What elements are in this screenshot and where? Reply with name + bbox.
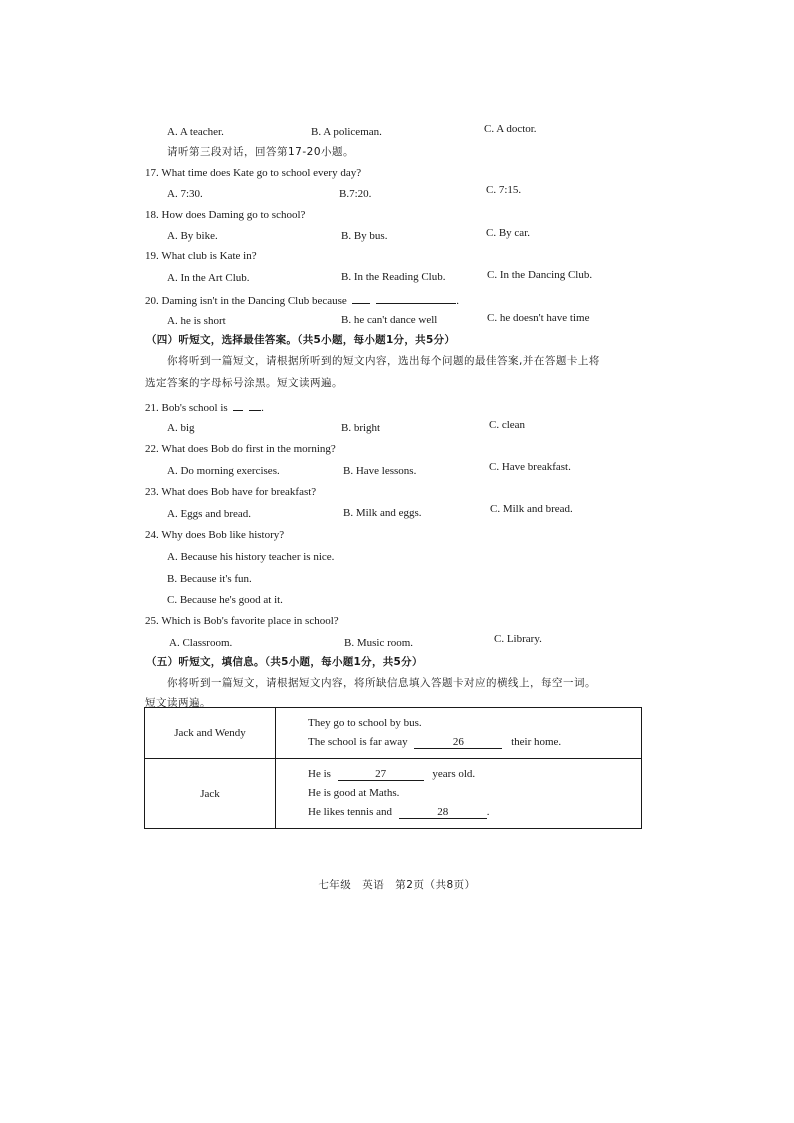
question-text: What does Bob do first in the morning?	[161, 443, 336, 455]
question-text: Which is Bob's favorite place in school?	[161, 615, 339, 627]
q16-option-b: B. A policeman.	[311, 126, 382, 138]
question-22	[145, 442, 336, 456]
info-table	[144, 707, 642, 829]
q25-option-a: A. Classroom.	[169, 637, 233, 649]
question-text: How does Daming go to school?	[161, 209, 306, 221]
info-text: He likes tennis and	[308, 806, 393, 818]
answer-blank-26: 26	[414, 736, 502, 749]
section5-instruction-line1: 你将听到一篇短文，请根据短文内容，将所缺信息填入答题卡对应的横线上，每空一词。	[167, 677, 596, 689]
q21-option-b: B. bright	[341, 422, 381, 434]
q23-option-c: C. Milk and bread.	[490, 503, 573, 515]
row-label: Jack and Wendy	[145, 708, 276, 759]
q19-option-a: A. In the Art Club.	[167, 272, 250, 284]
q22-option-a: A. Do morning exercises.	[167, 465, 280, 477]
info-text: .	[486, 806, 490, 818]
answer-blank	[249, 399, 261, 411]
answer-blank	[233, 399, 243, 411]
question-text: Bob's school is	[161, 402, 228, 414]
q20-option-a: A. he is short	[167, 315, 226, 327]
row-content	[276, 759, 642, 829]
answer-blank	[376, 292, 456, 304]
question-number: 25.	[145, 615, 159, 627]
q19-option-c: C. In the Dancing Club.	[487, 269, 593, 281]
question-number: 21.	[145, 402, 159, 414]
q20-option-c: C. he doesn't have time	[487, 312, 590, 324]
info-line	[308, 765, 641, 784]
answer-blank-28: 28	[399, 806, 487, 819]
q17-option-b: B.7:20.	[339, 188, 372, 200]
answer-blank-27: 27	[338, 768, 424, 781]
question-25	[145, 614, 339, 628]
info-text: The school is far away	[308, 736, 408, 748]
q20-option-b: B. he can't dance well	[341, 314, 438, 326]
q21-option-c: C. clean	[489, 419, 526, 431]
question-24	[145, 528, 284, 542]
q25-option-c: C. Library.	[494, 633, 542, 645]
info-text: years old.	[432, 768, 476, 780]
q24-option-b: B. Because it's fun.	[167, 573, 252, 585]
q17-option-c: C. 7:15.	[486, 184, 522, 196]
question-number: 17.	[145, 167, 159, 179]
dialog3-instruction: 请听第三段对话，回答第17-20小题。	[167, 146, 355, 158]
question-text: What does Bob have for breakfast?	[161, 486, 317, 498]
section5-title: （五）听短文，填信息。（共5小题，每小题1分，共5分）	[146, 656, 423, 668]
section4-title: （四）听短文，选择最佳答案。（共5小题，每小题1分，共5分）	[146, 334, 456, 346]
question-23	[145, 485, 316, 499]
question-number: 23.	[145, 486, 159, 498]
section5-instruction-line2: 短文读两遍。	[145, 697, 211, 709]
q16-option-a: A. A teacher.	[167, 126, 224, 138]
question-number: 19.	[145, 250, 159, 262]
question-text: Why does Bob like history?	[161, 529, 285, 541]
question-number: 18.	[145, 209, 159, 221]
q23-option-b: B. Milk and eggs.	[343, 507, 422, 519]
q19-option-b: B. In the Reading Club.	[341, 271, 446, 283]
q16-option-c: C. A doctor.	[484, 123, 537, 135]
question-18	[145, 208, 305, 222]
q22-option-b: B. Have lessons.	[343, 465, 417, 477]
info-line: They go to school by bus.	[308, 717, 422, 729]
row-label: Jack	[145, 759, 276, 829]
q18-option-a: A. By bike.	[167, 230, 218, 242]
question-17	[145, 166, 361, 180]
question-19	[145, 249, 257, 263]
section4-instruction-line2: 选定答案的字母标号涂黑。短文读两遍。	[145, 377, 343, 389]
question-number: 22.	[145, 443, 159, 455]
page-footer: 七年级 英语 第2页（共8页）	[318, 879, 476, 891]
question-text: What time does Kate go to school every day?	[161, 167, 362, 179]
q25-option-b: B. Music room.	[344, 637, 414, 649]
question-text: Daming isn't in the Dancing Club because	[161, 295, 347, 307]
table-row	[145, 759, 642, 829]
info-text: He is	[308, 768, 331, 780]
info-line	[308, 733, 641, 752]
question-21: 21. Bob's school is .	[145, 399, 264, 415]
q18-option-b: B. By bus.	[341, 230, 388, 242]
q21-option-a: A. big	[167, 422, 195, 434]
question-number: 24.	[145, 529, 159, 541]
answer-blank	[352, 292, 370, 304]
q17-option-a: A. 7:30.	[167, 188, 203, 200]
info-line: He is good at Maths.	[308, 787, 400, 799]
q22-option-c: C. Have breakfast.	[489, 461, 571, 473]
question-text: What club is Kate in?	[161, 250, 257, 262]
q23-option-a: A. Eggs and bread.	[167, 508, 252, 520]
info-text: their home.	[511, 736, 562, 748]
section4-instruction-line1: 你将听到一篇短文，请根据所听到的短文内容，选出每个问题的最佳答案,并在答题卡上将	[167, 355, 600, 367]
question-20: 20. Daming isn't in the Dancing Club because .	[145, 292, 459, 308]
row-content	[276, 708, 642, 759]
info-line	[308, 803, 641, 822]
q24-option-c: C. Because he's good at it.	[167, 594, 283, 606]
q18-option-c: C. By car.	[486, 227, 530, 239]
q24-option-a: A. Because his history teacher is nice.	[167, 551, 335, 563]
question-number: 20.	[145, 295, 159, 307]
table-row	[145, 708, 642, 759]
